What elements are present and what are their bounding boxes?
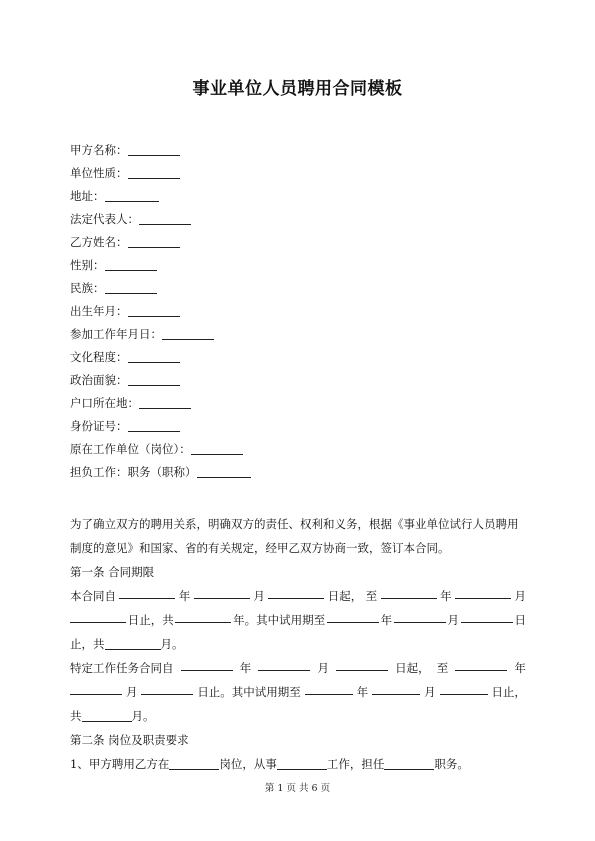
text-span: 日起， <box>395 661 430 675</box>
field-ethnicity <box>70 277 251 300</box>
intro-paragraph: 为了确立双方的聘用关系，明确双方的责任、权利和义务，根据《事业单位试行人员聘用制度的意见》和国家、省的有关规定，经甲乙双方协商一致，签订本合同。 <box>70 517 519 555</box>
field-label: 政治面貌： <box>70 373 128 387</box>
field-label: 户口所在地： <box>70 396 139 410</box>
text-span: 日起， <box>327 589 363 603</box>
blank-line[interactable] <box>372 680 420 695</box>
field-label: 民族： <box>70 281 105 295</box>
field-label: 法定代表人： <box>70 212 139 226</box>
document-title: 事业单位人员聘用合同模板 <box>192 79 403 99</box>
blank-line[interactable] <box>82 707 132 722</box>
text-span: 工作，担任 <box>326 757 385 771</box>
blank-line[interactable] <box>128 233 180 248</box>
blank-line[interactable] <box>169 755 219 770</box>
text-span: 月。 <box>131 709 155 723</box>
blank-line[interactable] <box>384 755 434 770</box>
blank-line[interactable] <box>139 394 191 409</box>
text-span: 共 <box>70 709 82 723</box>
special-term-line-3 <box>70 704 526 728</box>
field-party-b-name <box>70 231 251 254</box>
blank-line[interactable] <box>128 164 180 179</box>
text-span: 月 <box>317 661 329 675</box>
blank-line[interactable] <box>181 656 233 671</box>
blank-line[interactable] <box>197 463 251 478</box>
blank-line[interactable] <box>381 584 437 599</box>
text-span: 年 <box>356 685 369 699</box>
field-label: 乙方姓名： <box>70 235 128 249</box>
text-span: 年 <box>440 589 452 603</box>
field-label: 甲方名称： <box>70 143 128 157</box>
blank-line[interactable] <box>105 635 161 650</box>
field-id-number <box>70 415 251 438</box>
blank-line[interactable] <box>119 584 175 599</box>
blank-line[interactable] <box>70 608 126 623</box>
field-label: 身份证号： <box>70 419 128 433</box>
blank-line[interactable] <box>455 656 507 671</box>
field-label: 参加工作年月日： <box>70 327 162 341</box>
text-span: 年 <box>514 661 526 675</box>
blank-line[interactable] <box>128 371 180 386</box>
blank-line[interactable] <box>277 755 327 770</box>
text-span: 岗位，从事 <box>219 757 277 771</box>
field-legal-representative <box>70 208 251 231</box>
field-label: 性别： <box>70 258 105 272</box>
text-span: 年 <box>380 613 393 627</box>
text-span: 月。 <box>160 637 184 651</box>
blank-line[interactable] <box>268 584 324 599</box>
text-span: 月 <box>125 685 138 699</box>
text-span: 日止，共 <box>127 613 174 627</box>
party-info-fields <box>70 139 251 484</box>
text-span: 日止。其中试用期至 <box>197 685 301 699</box>
text-span: 月 <box>424 685 436 699</box>
text-span: 至 <box>365 589 378 603</box>
field-label: 单位性质： <box>70 166 128 180</box>
text-span: 年 <box>239 661 252 675</box>
text-span: 月 <box>514 589 526 603</box>
blank-line[interactable] <box>194 584 250 599</box>
field-previous-unit <box>70 438 251 461</box>
blank-line[interactable] <box>128 417 180 432</box>
text-span: 特定工作任务合同自 <box>70 661 174 675</box>
contract-body <box>70 512 526 776</box>
text-span: 月 <box>447 613 460 627</box>
blank-line[interactable] <box>141 680 193 695</box>
field-label: 担负工作：职务（职称） <box>70 465 197 479</box>
blank-line[interactable] <box>105 279 157 294</box>
blank-line[interactable] <box>440 680 488 695</box>
field-label: 出生年月： <box>70 304 128 318</box>
term-line-3 <box>70 632 526 656</box>
blank-line[interactable] <box>128 348 180 363</box>
field-education <box>70 346 251 369</box>
field-household-registration <box>70 392 251 415</box>
field-unit-nature <box>70 162 251 185</box>
blank-line[interactable] <box>128 302 180 317</box>
blank-line[interactable] <box>258 656 310 671</box>
article-1-heading: 第一条 合同期限 <box>70 565 155 579</box>
text-span: 1、甲方聘用乙方在 <box>70 757 170 771</box>
blank-line[interactable] <box>175 608 231 623</box>
article-2-item-1 <box>70 752 526 776</box>
field-birth-date <box>70 300 251 323</box>
text-span: 月 <box>253 589 265 603</box>
blank-line[interactable] <box>327 608 379 623</box>
text-span: 止，共 <box>70 637 105 651</box>
field-label: 原在工作单位（岗位）： <box>70 442 191 456</box>
blank-line[interactable] <box>191 440 243 455</box>
field-position-title <box>70 461 251 484</box>
article-2-heading: 第二条 岗位及职责要求 <box>70 733 189 747</box>
term-line-1 <box>70 584 526 608</box>
field-gender <box>70 254 251 277</box>
blank-line[interactable] <box>305 680 353 695</box>
blank-line[interactable] <box>461 608 513 623</box>
page-footer: 第 1 页 共 6 页 <box>264 783 331 794</box>
blank-line[interactable] <box>336 656 388 671</box>
field-label: 文化程度： <box>70 350 128 364</box>
text-span: 年。其中试用期至 <box>233 613 326 627</box>
special-term-line-2 <box>70 680 526 704</box>
text-span: 本合同自 <box>70 589 116 603</box>
blank-line[interactable] <box>455 584 511 599</box>
term-line-2 <box>70 608 526 632</box>
field-address <box>70 185 251 208</box>
text-span: 至 <box>436 661 449 675</box>
text-span: 职务。 <box>434 757 469 771</box>
special-term-line-1 <box>70 656 526 680</box>
blank-line[interactable] <box>105 256 157 271</box>
blank-line[interactable] <box>70 680 122 695</box>
blank-line[interactable] <box>105 187 159 202</box>
field-party-a-name <box>70 139 251 162</box>
text-span: 年 <box>178 589 191 603</box>
field-political-status <box>70 369 251 392</box>
text-span: 日止， <box>491 685 526 699</box>
blank-line[interactable] <box>139 210 191 225</box>
field-label: 地址： <box>70 189 105 203</box>
blank-line[interactable] <box>128 141 180 156</box>
blank-line[interactable] <box>162 325 214 340</box>
text-span: 日 <box>514 613 526 627</box>
blank-line[interactable] <box>394 608 446 623</box>
field-work-start-date <box>70 323 251 346</box>
